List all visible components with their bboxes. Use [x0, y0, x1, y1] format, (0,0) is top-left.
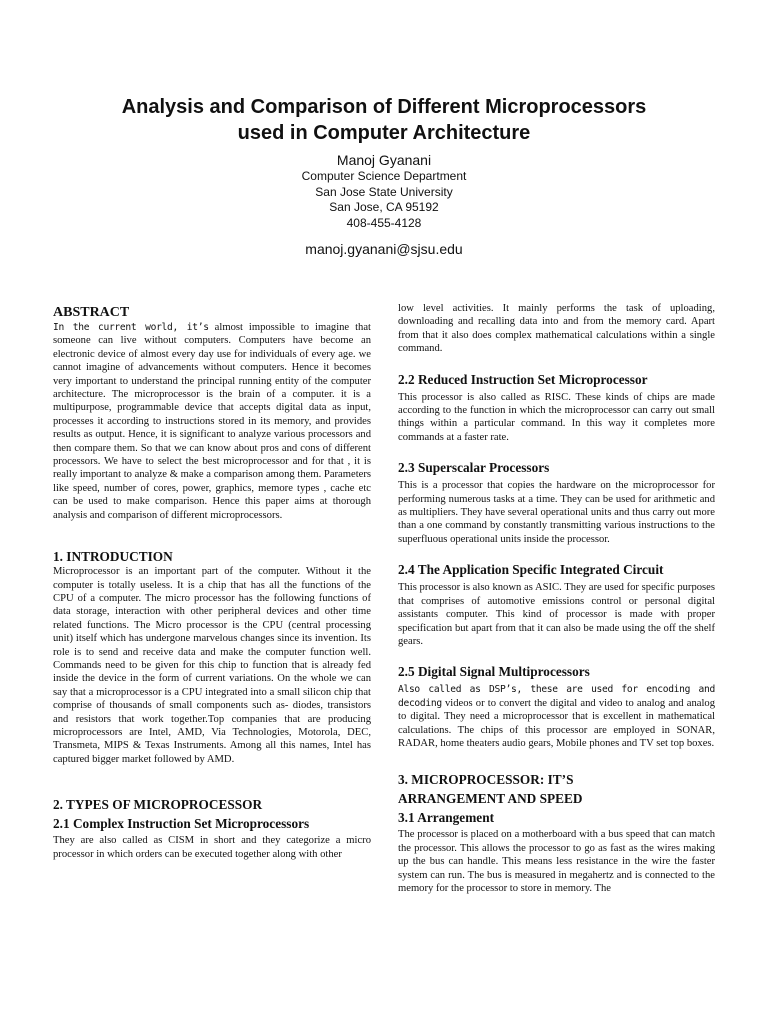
- superscalar-body: This is a processor that copies the hardware on the microprocessor for performing numerous tasks at a time. They can be used for arithmetic and as multipliers. They have several operational units and thus carry out more than a one command by constantly transmitting various instructions to the superfluous operational units inside the processor.: [398, 480, 715, 545]
- right-column: [398, 302, 715, 895]
- author-phone: 408-455-4128: [346, 215, 422, 230]
- paper-title-line-1: Analysis and Comparison of Different Microprocessors: [121, 96, 647, 118]
- arrangement-body: The processor is placed on a motherboard with a bus speed that can match the processor. This allows the processor to go as fast as the wires making up the bus can handle. This means less resistance in the wire the faster system can run. The bus is measured in megahertz and is connected to the memory for the processor to store in memory. The: [398, 829, 715, 894]
- paper-title: [40, 94, 728, 146]
- arrangement-heading: 3.1 Arrangement: [398, 810, 495, 826]
- abstract-lead: In the current world, it’s: [53, 322, 209, 333]
- paper-title-line-2: used in Computer Architecture: [237, 122, 531, 144]
- risc-heading: 2.2 Reduced Instruction Set Microprocessor: [398, 371, 648, 387]
- abstract-heading: ABSTRACT: [53, 305, 130, 320]
- abstract-body: almost impossible to imagine that someone can live without computers. Computers have become an electronic device of almost every day use for individuals of every age. we cannot imagine of advancements without computers. Hence it becomes very important to understand the principal running entity of the computer architecture. The microprocessor is the brain of a computer. it is a multipurpose, programmable device that accepts digital data as input, processes it according to instructions stored in its memory, and provides results as output. Hence, it is significant to analyze various processors and then compare them. So that we can know about pros and cons of different processors. We have to select the best microprocessor and for that , it is really important to analyze & make a comparison among them. Parameters like speed, number of cores, power, graphics, memore types , cache etc can be used to make comparison. Hence this paper aims at thorough analysis and comparison of different microprocessors.: [53, 322, 372, 521]
- section3-heading-line-2: ARRANGEMENT AND SPEED: [398, 791, 583, 807]
- author-block: [40, 151, 728, 258]
- superscalar-heading: 2.3 Superscalar Processors: [398, 460, 550, 476]
- introduction-body: Microprocessor is an important part of the computer. Without it the computer is totally useless. It is a chip that has all the functions of the CPU of a computer. The micro processor has the following functions of data storage, interaction with other peripheral devices and other time related functions. The Micro processor is the CPU (central processing unit) itself which has undergone marvelous changes since its invention. Its role is to send and receive data and make the computer function well. Commands need to be given for this chip to function that is already fed inside the device in the form of current variations. On the whole we can say that a microprocessor is a CPU integrated into a small silicon chip that comprise of thousands of small components such as- diodes, transistors and resistors that work together.Top companies that are producing microprocessors are Intel, AMD, Via Technologies, Motorola, DEC, Transmeta, MIPS & Texas Instruments. Among all this names, Intel has captured bigger market followed by AMD.: [53, 566, 371, 765]
- cisc-body-continued: low level activities. It mainly performs the task of uploading, downloading and recalling data into and from the memory card. Apart from that it also does complex mathematical calculations within a single command.: [398, 303, 715, 355]
- author-city: San Jose, CA 95192: [329, 200, 439, 214]
- abstract-paragraph: [53, 321, 371, 522]
- asic-heading: 2.4 The Application Specific Integrated Circuit: [398, 562, 664, 578]
- cisc-body: They are also called as CISM in short and they categorize a micro processor in which orders can be executed together along with other: [53, 835, 371, 860]
- types-heading: 2. TYPES OF MICROPROCESSOR: [53, 797, 263, 813]
- left-column: [53, 302, 371, 861]
- dsp-body: videos or to convert the digital and video to analog and analog to digital. They need a microprocessor that is excellent in mathematical calculations. The chips of this processor are employed in SONAR, RADAR, home theaters audio gears, Mobile phones and TV set top boxes.: [398, 697, 715, 749]
- introduction-heading: 1. INTRODUCTION: [53, 549, 173, 565]
- cisc-heading: 2.1 Complex Instruction Set Microprocessors: [53, 816, 310, 832]
- section3-heading-line-1: 3. MICROPROCESSOR: IT’S: [398, 772, 574, 788]
- author-email: manoj.gyanani@sjsu.edu: [305, 241, 463, 257]
- author-name: Manoj Gyanani: [336, 152, 432, 168]
- dsp-heading: 2.5 Digital Signal Multiprocessors: [398, 664, 590, 680]
- author-university: San Jose State University: [315, 184, 453, 199]
- author-department: Computer Science Department: [301, 169, 467, 183]
- dsp-paragraph: [398, 683, 715, 750]
- dsp-lead: Also called as DSP’s, these are used for encoding and decoding: [398, 684, 715, 709]
- risc-body: This processor is also called as RISC. These kinds of chips are made according to the function in which the microprocessor can carry out small things within a particular command. In this way it completes more commands at a faster rate.: [398, 391, 715, 443]
- section3-heading: [398, 772, 715, 807]
- asic-body: This processor is also known as ASIC. They are used for specific purposes that comprises of automotive emissions control or personal digital assistants computer. This kind of processor is made with proper specification but apart from that it can also be made using the off the shelf gears.: [398, 582, 715, 647]
